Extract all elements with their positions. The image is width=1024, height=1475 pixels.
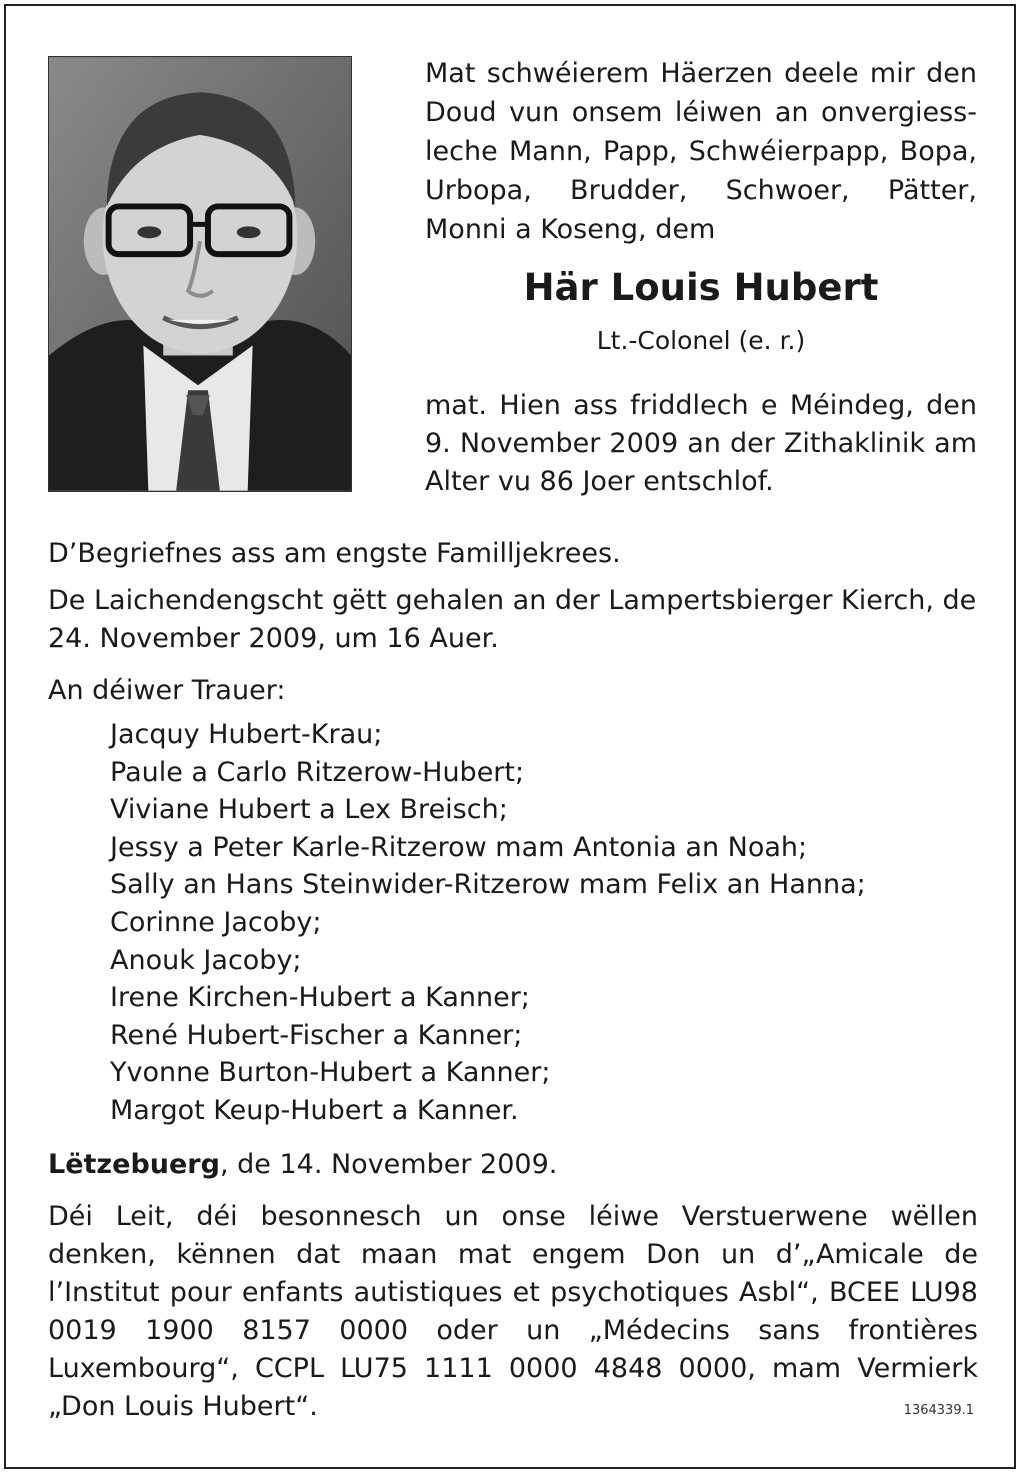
deceased-name: Här Louis Hubert	[523, 266, 879, 309]
mourner-item: Sally an Hans Steinwider-Ritzerow mam Felix an Hanna;	[110, 869, 866, 901]
portrait-image	[49, 57, 351, 491]
mourner-item: Anouk Jacoby;	[110, 944, 302, 976]
mourner-item: Viviane Hubert a Lex Breisch;	[110, 794, 508, 826]
death-notice-text: mat. Hien ass friddlech e Méindeg, den 9. November 2009 an der Zithaklinik am Alter vu 86 Joer entschlof.	[425, 390, 977, 497]
mourner-item: Corinne Jacoby;	[110, 906, 322, 938]
mourners-list	[110, 716, 980, 1130]
notice-date: , de 14. November 2009.	[219, 1149, 558, 1180]
place-name: Lëtzebuerg	[48, 1149, 220, 1180]
mourner-item: Jacquy Hubert-Krau;	[110, 719, 383, 750]
intro-text: Mat schwéierem Häerzen deele mir den Doud vun onsem léiwen an onvergiess-leche Mann, Papp, Schwéierpapp, Bopa, Urbopa, Brudder, Schwoer, Pätter, Monni a Koseng, dem	[425, 58, 977, 245]
mourner-item: René Hubert-Fischer a Kanner;	[110, 1019, 523, 1051]
mourner-item: Paule a Carlo Ritzerow-Hubert;	[110, 756, 525, 788]
mourner-item: Margot Keup-Hubert a Kanner.	[110, 1094, 519, 1126]
deceased-rank: Lt.-Colonel (e. r.)	[596, 326, 806, 355]
donation-text: Déi Leit, déi besonnesch un onse léiwe Verstuerwene wëllen denken, kënnen dat maan mat engem Don un d’„Amicale de l’Institut pour enfants autistiques et psychotiques Asbl“, BCEE LU98 0019 1900 8157 0000 oder un „Médecins sans frontières Luxembourg“, CCPL LU75 1111 0000 4848 0000, mam Vermierk „Don Louis Hubert“.	[48, 1201, 978, 1422]
mourners-heading: An déiwer Trauer:	[48, 675, 286, 706]
mourner-item: Irene Kirchen-Hubert a Kanner;	[110, 982, 530, 1014]
reference-number: 1364339.1	[903, 1403, 974, 1418]
burial-text: D’Begriefnes ass am engste Familljekrees.	[48, 538, 621, 569]
service-text: De Laichendengscht gëtt gehalen an der Lampertsbierger Kierch, de 24. November 2009, um 16 Auer.	[48, 585, 977, 654]
mourner-item: Jessy a Peter Karle-Ritzerow mam Antonia an Noah;	[110, 831, 808, 863]
place-date-line	[48, 1146, 978, 1184]
portrait-photo	[48, 56, 352, 492]
mourner-item: Yvonne Burton-Hubert a Kanner;	[110, 1057, 551, 1089]
